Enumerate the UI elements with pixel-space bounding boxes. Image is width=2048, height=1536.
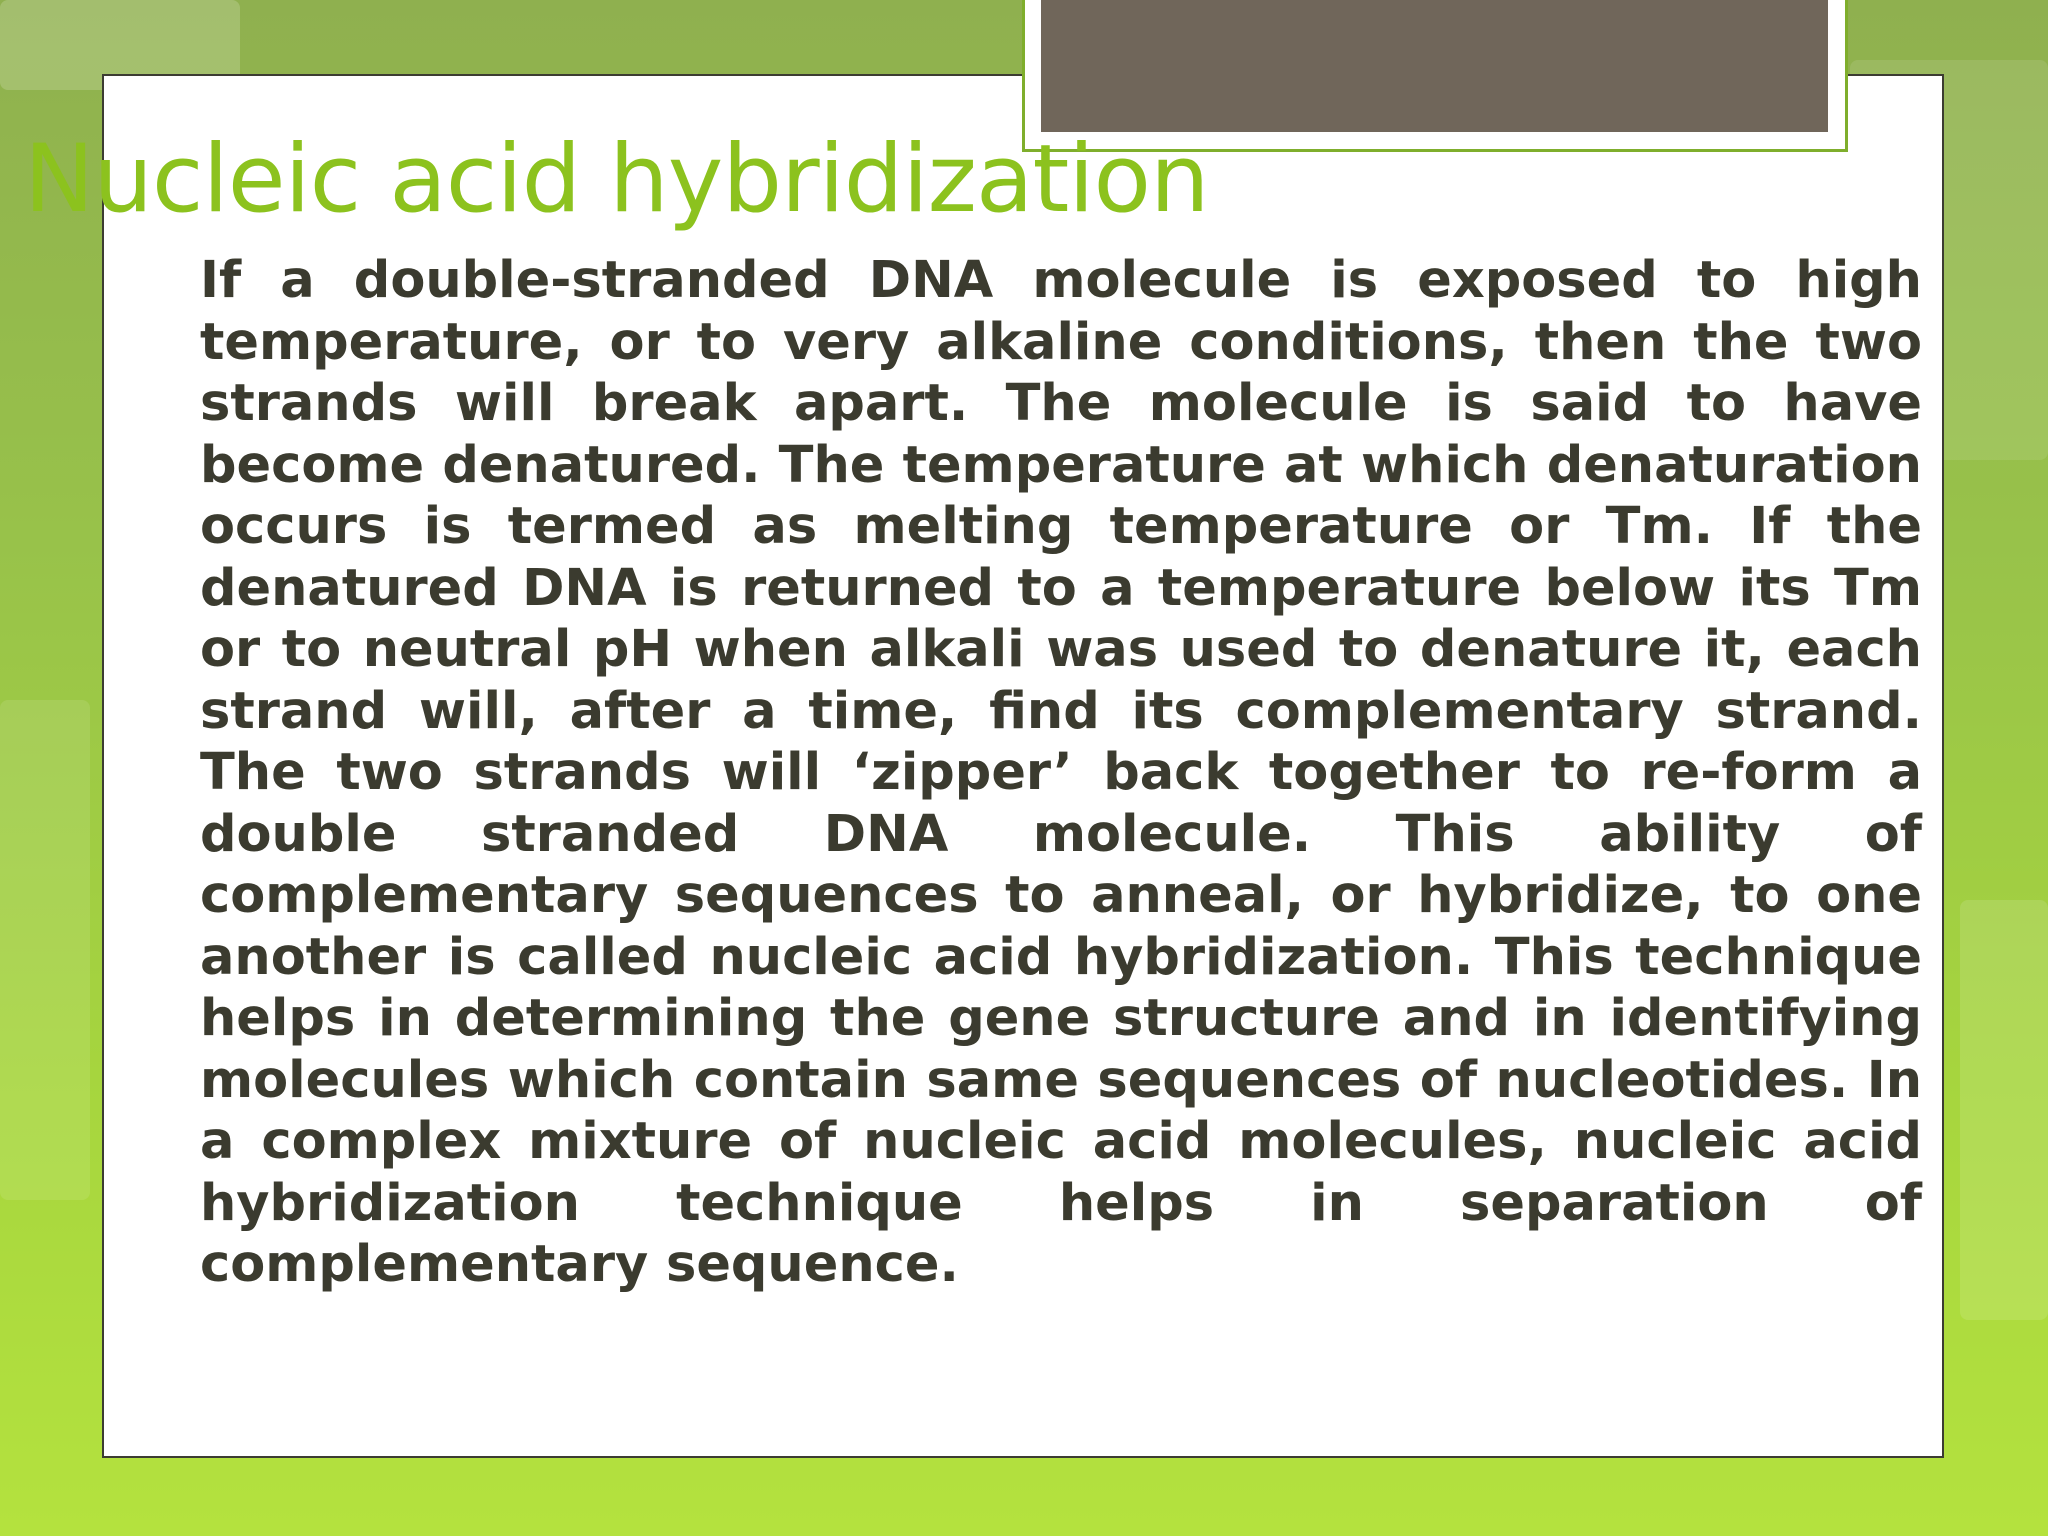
background-decoration bbox=[1960, 900, 2048, 1320]
header-decoration-block bbox=[1041, 0, 1828, 132]
background-decoration bbox=[0, 700, 90, 1200]
slide-title: Nucleic acid hybridization bbox=[24, 125, 1209, 234]
slide-body-text: If a double-stranded DNA molecule is exposed to high temperature, or to very alkaline conditions, then the two strands will break apart. The molecule is said to have become denatured. The temperature at which denaturation occurs is termed as melting temperature or Tm. If the denatured DNA is returned to a temperature below its Tm or to neutral pH when alkali was used to denature it, each strand will, after a time, find its complementary strand. The two strands will ‘zipper’ back together to re-form a double stranded DNA molecule. This ability of complementary sequences to anneal, or hybridize, to one another is called nucleic acid hybridization. This technique helps in determining the gene structure and in identifying molecules which contain same sequences of nucleotides. In a complex mixture of nucleic acid molecules, nucleic acid hybridization technique helps in separation of complementary sequence. bbox=[200, 251, 1922, 1294]
